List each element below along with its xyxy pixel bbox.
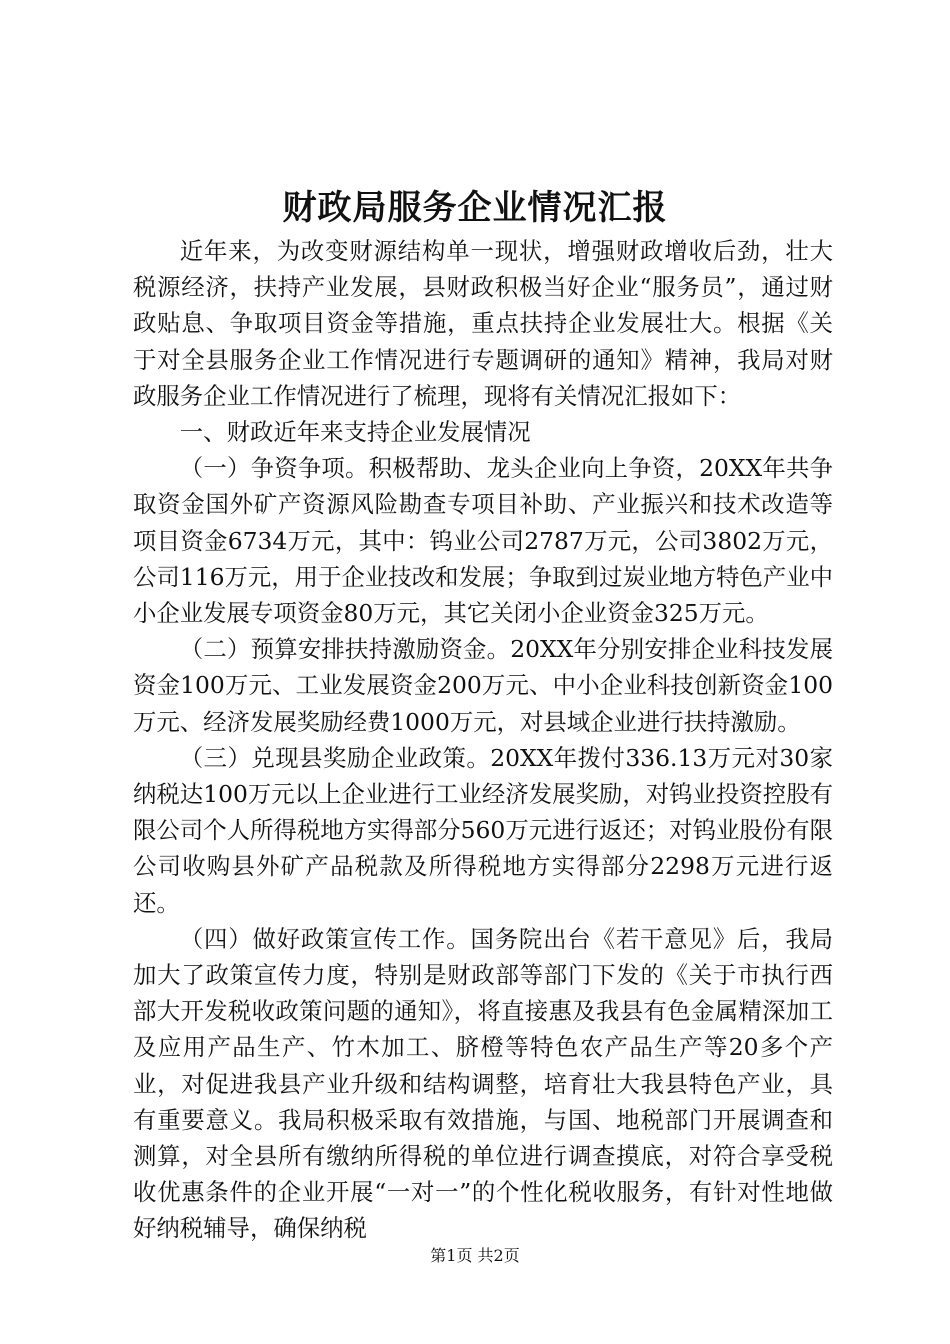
section-heading: 一、财政近年来支持企业发展情况 <box>179 418 531 447</box>
paragraph-item-1: （一）争资争项。积极帮助、龙头企业向上争资，20XX年共争取资金国外矿产资源风险勘查专项目补助、产业振兴和技术改造等项目资金6734万元，其中：钨业公司2787万元，公司3802万元，公司116万元，用于企业技改和发展；争取到过炭业地方特色产业中小企业发展专项资金80万元，其它关闭小企业资金325万元。 <box>133 454 833 628</box>
document-body <box>133 233 833 1247</box>
document-title: 财政局服务企业情况汇报 <box>282 188 668 228</box>
paragraph-item-2: （二）预算安排扶持激励资金。20XX年分别安排企业科技发展资金100万元、工业发展资金200万元、中小企业科技创新资金100万元、经济发展奖励经费1000万元，对县域企业进行扶持激励。 <box>133 635 833 736</box>
intro-paragraph: 近年来，为改变财源结构单一现状，增强财政增收后劲，壮大税源经济，扶持产业发展，县财政积极当好企业“服务员”，通过财政贴息、争取项目资金等措施，重点扶持企业发展壮大。根据《关于对全县服务企业工作情况进行专题调研的通知》精神，我局对财政服务企业工作情况进行了梳理，现将有关情况汇报如下： <box>133 237 833 410</box>
page-footer: 第1页 共2页 <box>430 1246 520 1265</box>
paragraph-item-3: （三）兑现县奖励企业政策。20XX年拨付336.13万元对30家纳税达100万元以上企业进行工业经济发展奖励，对钨业投资控股有限公司个人所得税地方实得部分560万元进行返还；对钨业股份有限公司收购县外矿产品税款及所得税地方实得部分2298万元进行返还。 <box>133 743 833 917</box>
paragraph-item-4: （四）做好政策宣传工作。国务院出台《若干意见》后，我局加大了政策宣传力度，特别是财政部等部门下发的《关于市执行西部大开发税收政策问题的通知》，将直接惠及我县有色金属精深加工及应用产品生产、竹木加工、脐橙等特色农产品生产等20多个产业，对促进我县产业升级和结构调整，培育壮大我县特色产业，具有重要意义。我局积极采取有效措施，与国、地税部门开展调查和测算，对全县所有缴纳所得税的单位进行调查摸底，对符合享受税收优惠条件的企业开展“一对一”的个性化税收服务，有针对性地做好纳税辅导，确保纳税 <box>133 924 833 1243</box>
